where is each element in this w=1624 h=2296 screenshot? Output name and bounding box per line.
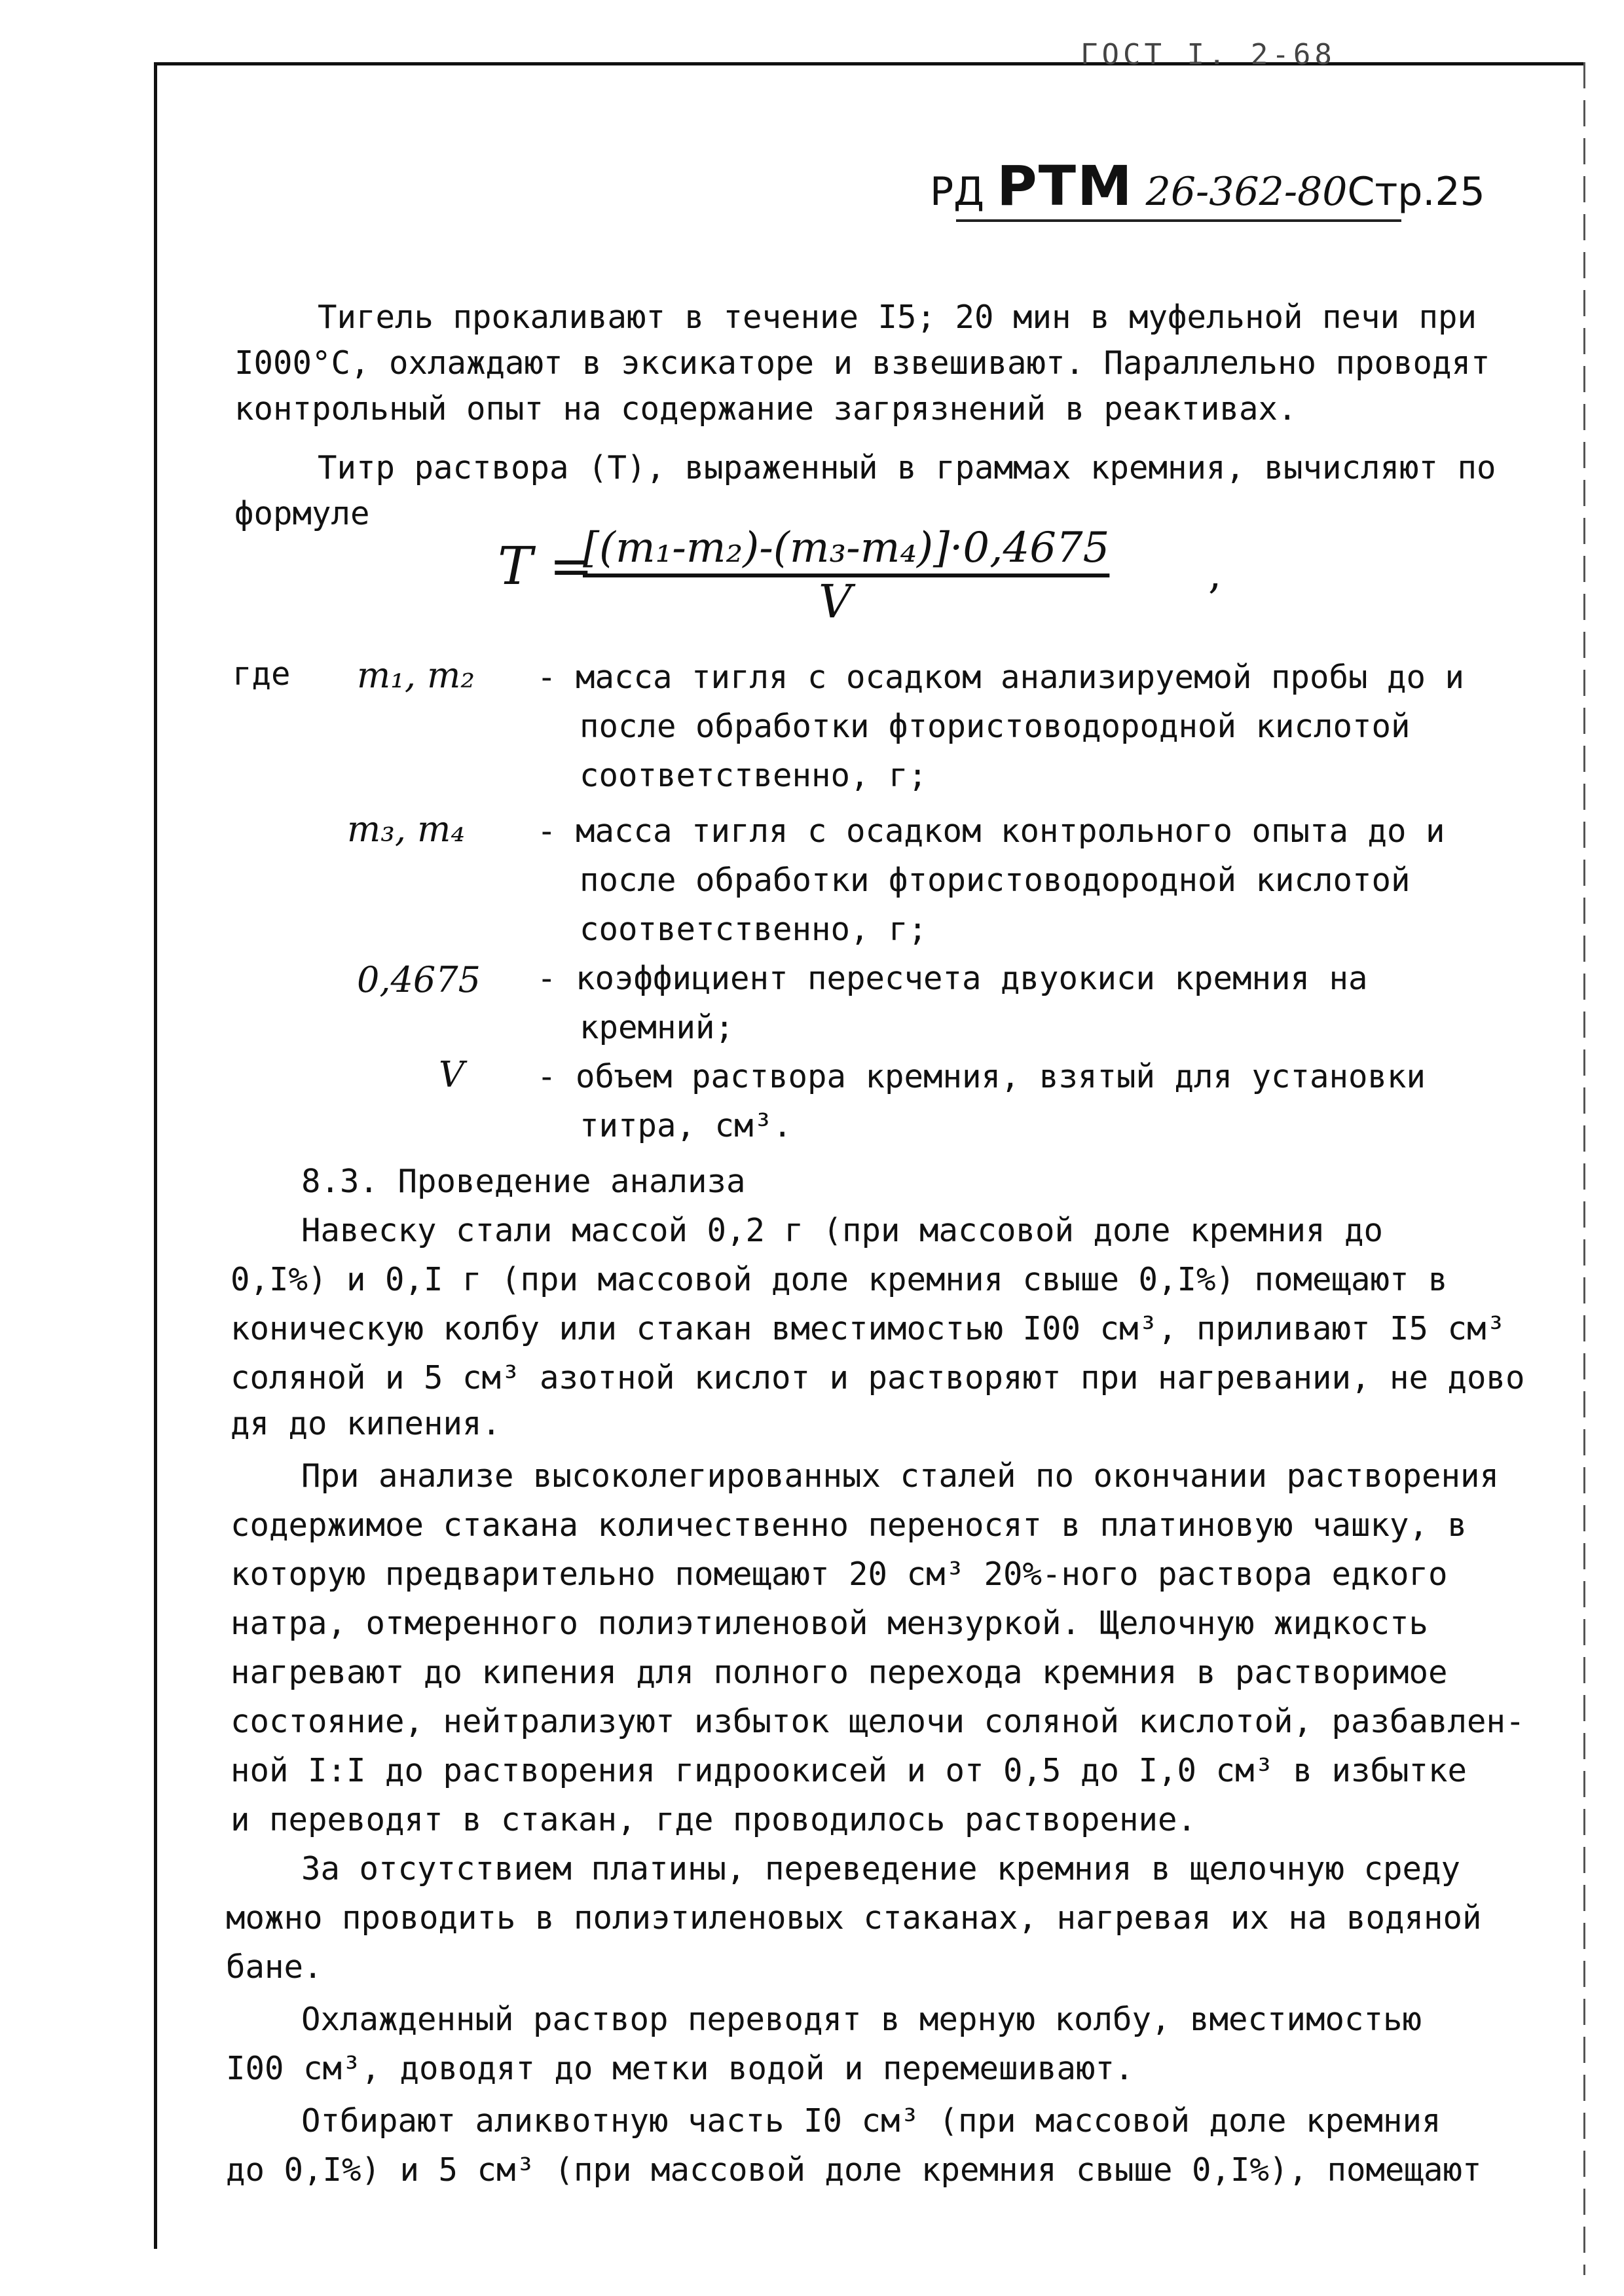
page-frame-top (154, 62, 1585, 65)
formula-comma: , (1208, 550, 1222, 598)
text-line: и переводят в стакан, где проводилось растворение. (231, 1801, 1197, 1838)
text-line: - коэффициент пересчета двуокиси кремния на (537, 960, 1368, 997)
text-line: Титр раствора (Т), выраженный в граммах кремния, вычисляют по (318, 449, 1496, 486)
text-line: При анализе высоколегированных сталей по окончании растворения (301, 1457, 1500, 1495)
header-code: РТМ (997, 154, 1134, 218)
text-line: содержимое стакана количественно переносят в платиновую чашку, в (231, 1506, 1467, 1544)
formula-lhs: T = (498, 536, 593, 596)
text-line: дя до кипения. (231, 1405, 502, 1442)
formula-numerator: [(m₁-m₂)-(m₃-m₄)]·0,4675 (583, 524, 1110, 572)
text-line: - масса тигля с осадком контрольного опыта до и (537, 812, 1445, 850)
text-line: нагревают до кипения для полного перехода кремния в растворимое (231, 1654, 1448, 1691)
formula-denominator: V (819, 575, 852, 629)
text-line: до 0,I%) и 5 см³ (при массовой доле кремния свыше 0,I%), помещают (226, 2151, 1482, 2189)
symbol-m1-m2: m₁, m₂ (357, 655, 475, 696)
text-line: Отбирают аликвотную часть I0 см³ (при массовой доле кремния (301, 2102, 1441, 2140)
text-line: после обработки фтористоводородной кислотой (580, 862, 1411, 899)
text-line: бане. (226, 1948, 323, 1986)
text-line: ной I:I до растворения гидроокисей и от 0,5 до I,0 см³ в избытке (231, 1752, 1467, 1789)
text-line: состояние, нейтрализуют избыток щелочи соляной кислотой, разбавлен- (231, 1703, 1525, 1740)
text-line: которую предварительно помещают 20 см³ 20%-ного раствора едкого (231, 1556, 1448, 1593)
text-line: соответственно, г; (580, 911, 928, 948)
text-line: - масса тигля с осадком анализируемой пробы до и (537, 659, 1465, 696)
section-title: 8.3. Проведение анализа (301, 1163, 746, 1200)
page-frame-right (1583, 62, 1585, 2275)
text-line: натра, отмеренного полиэтиленовой мензуркой. Щелочную жидкость (231, 1605, 1429, 1642)
where-word: где (232, 655, 291, 693)
symbol-coefficient: 0,4675 (357, 959, 481, 1000)
text-line: можно проводить в полиэтиленовых стаканах, нагревая их на водяной (226, 1899, 1482, 1937)
text-line: коническую колбу или стакан вместимостью I00 см³, приливают I5 см³ (231, 1310, 1506, 1347)
page-frame-left (154, 62, 157, 2249)
document-header (930, 154, 1485, 218)
text-line: I00 см³, доводят до метки водой и перемешивают. (226, 2050, 1134, 2087)
header-number: 26-362-80 (1145, 169, 1348, 215)
text-line: Навеску стали массой 0,2 г (при массовой доле кремния до (301, 1212, 1384, 1249)
text-line: Охлажденный раствор переводят в мерную колбу, вместимостью (301, 2001, 1422, 2038)
text-line: I000°C, охлаждают в эксикаторе и взвешивают. Параллельно проводят (234, 344, 1490, 382)
header-prefix: РД (930, 169, 985, 215)
text-line: Тигель прокаливают в течение I5; 20 мин в муфельной печи при (318, 299, 1477, 336)
header-page: Стр.25 (1347, 169, 1485, 215)
top-stamp: ГОСТ I. 2-68 (1080, 38, 1336, 71)
text-line: За отсутствием платины, переведение кремния в щелочную среду (301, 1850, 1461, 1887)
text-line: - объем раствора кремния, взятый для установки (537, 1058, 1426, 1095)
text-line: после обработки фтористоводородной кислотой (580, 708, 1411, 745)
text-line: 0,I%) и 0,I г (при массовой доле кремния свыше 0,I%) помещают в (231, 1261, 1448, 1298)
symbol-m3-m4: m₃, m₄ (347, 809, 466, 850)
text-line: кремний; (580, 1009, 735, 1046)
text-line: соответственно, г; (580, 757, 928, 794)
symbol-volume: V (439, 1054, 464, 1095)
text-line: титра, см³. (580, 1107, 792, 1144)
text-line: контрольный опыт на содержание загрязнений в реактивах. (234, 390, 1297, 428)
header-underline (956, 219, 1401, 222)
text-line: формуле (234, 495, 370, 532)
text-line: соляной и 5 см³ азотной кислот и растворяют при нагревании, не дово (231, 1359, 1525, 1396)
